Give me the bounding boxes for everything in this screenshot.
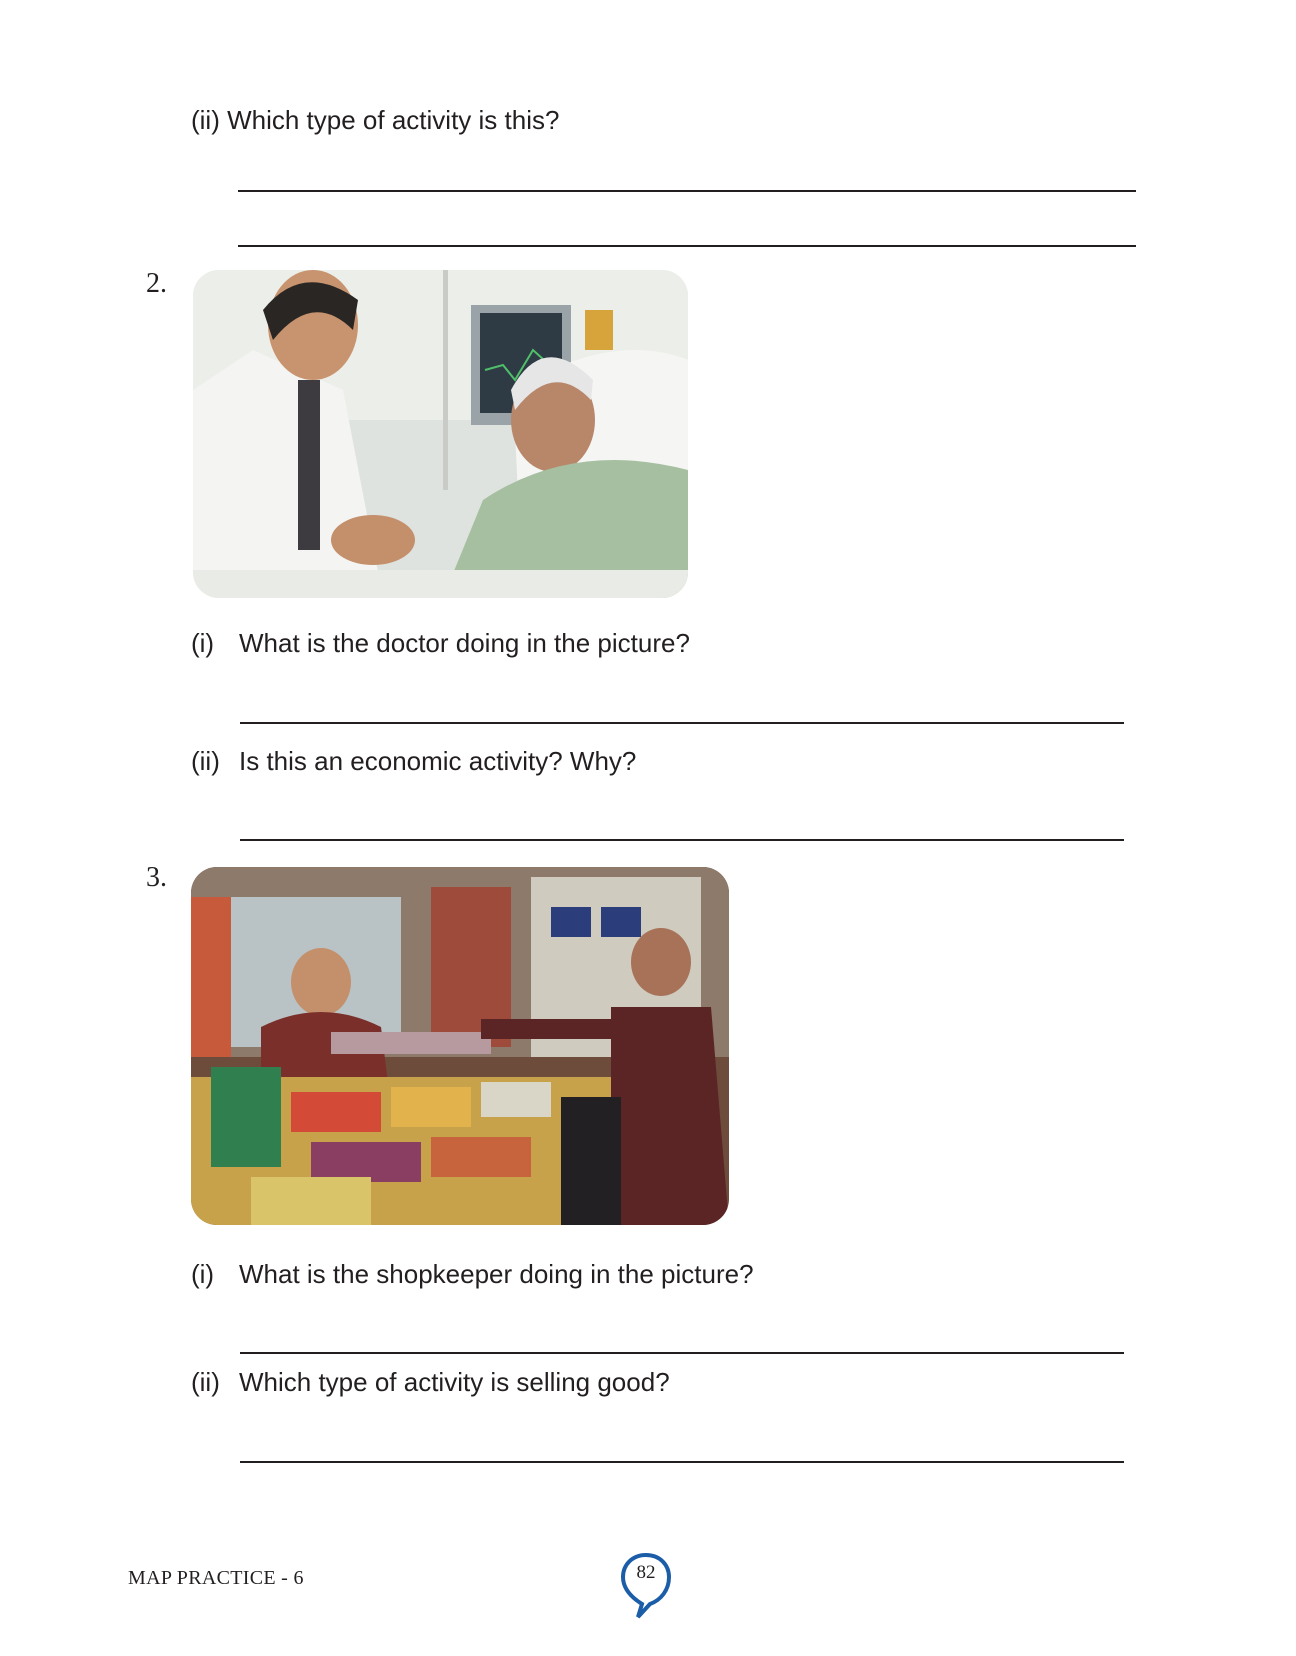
question-text: (ii) Which type of activity is this?: [191, 105, 560, 135]
question-3-ii: [191, 1367, 670, 1397]
question-2-ii: [191, 746, 636, 776]
question-2-i: [191, 628, 690, 658]
question-3-i: [191, 1259, 754, 1289]
question-text: What is the doctor doing in the picture?: [239, 628, 690, 658]
doctor-patient-photo: [193, 270, 688, 598]
answer-line[interactable]: [240, 722, 1124, 724]
question-ii-activity-type: [191, 105, 559, 135]
question-text: Which type of activity is selling good?: [239, 1367, 670, 1397]
answer-line[interactable]: [240, 839, 1124, 841]
answer-line[interactable]: [238, 190, 1136, 192]
question-text: Is this an economic activity? Why?: [239, 746, 637, 776]
sub-label: (i): [191, 628, 215, 658]
answer-line[interactable]: [240, 1352, 1124, 1354]
page-number: 82: [636, 1562, 656, 1583]
sub-label: (ii): [191, 746, 220, 776]
page-number-badge: [620, 1552, 672, 1620]
question-number-3: 3.: [146, 862, 167, 893]
answer-line[interactable]: [240, 1461, 1124, 1463]
shopkeeper-photo: [191, 867, 729, 1225]
question-number-2: 2.: [146, 268, 167, 299]
sub-label: (ii): [191, 1367, 220, 1397]
doctor-patient-illustration: [193, 270, 688, 598]
shop-illustration: [191, 867, 729, 1225]
question-text: What is the shopkeeper doing in the picture?: [239, 1259, 754, 1289]
sub-label: (i): [191, 1259, 215, 1289]
answer-line[interactable]: [238, 245, 1136, 247]
footer-book-title: MAP PRACTICE - 6: [128, 1567, 304, 1589]
